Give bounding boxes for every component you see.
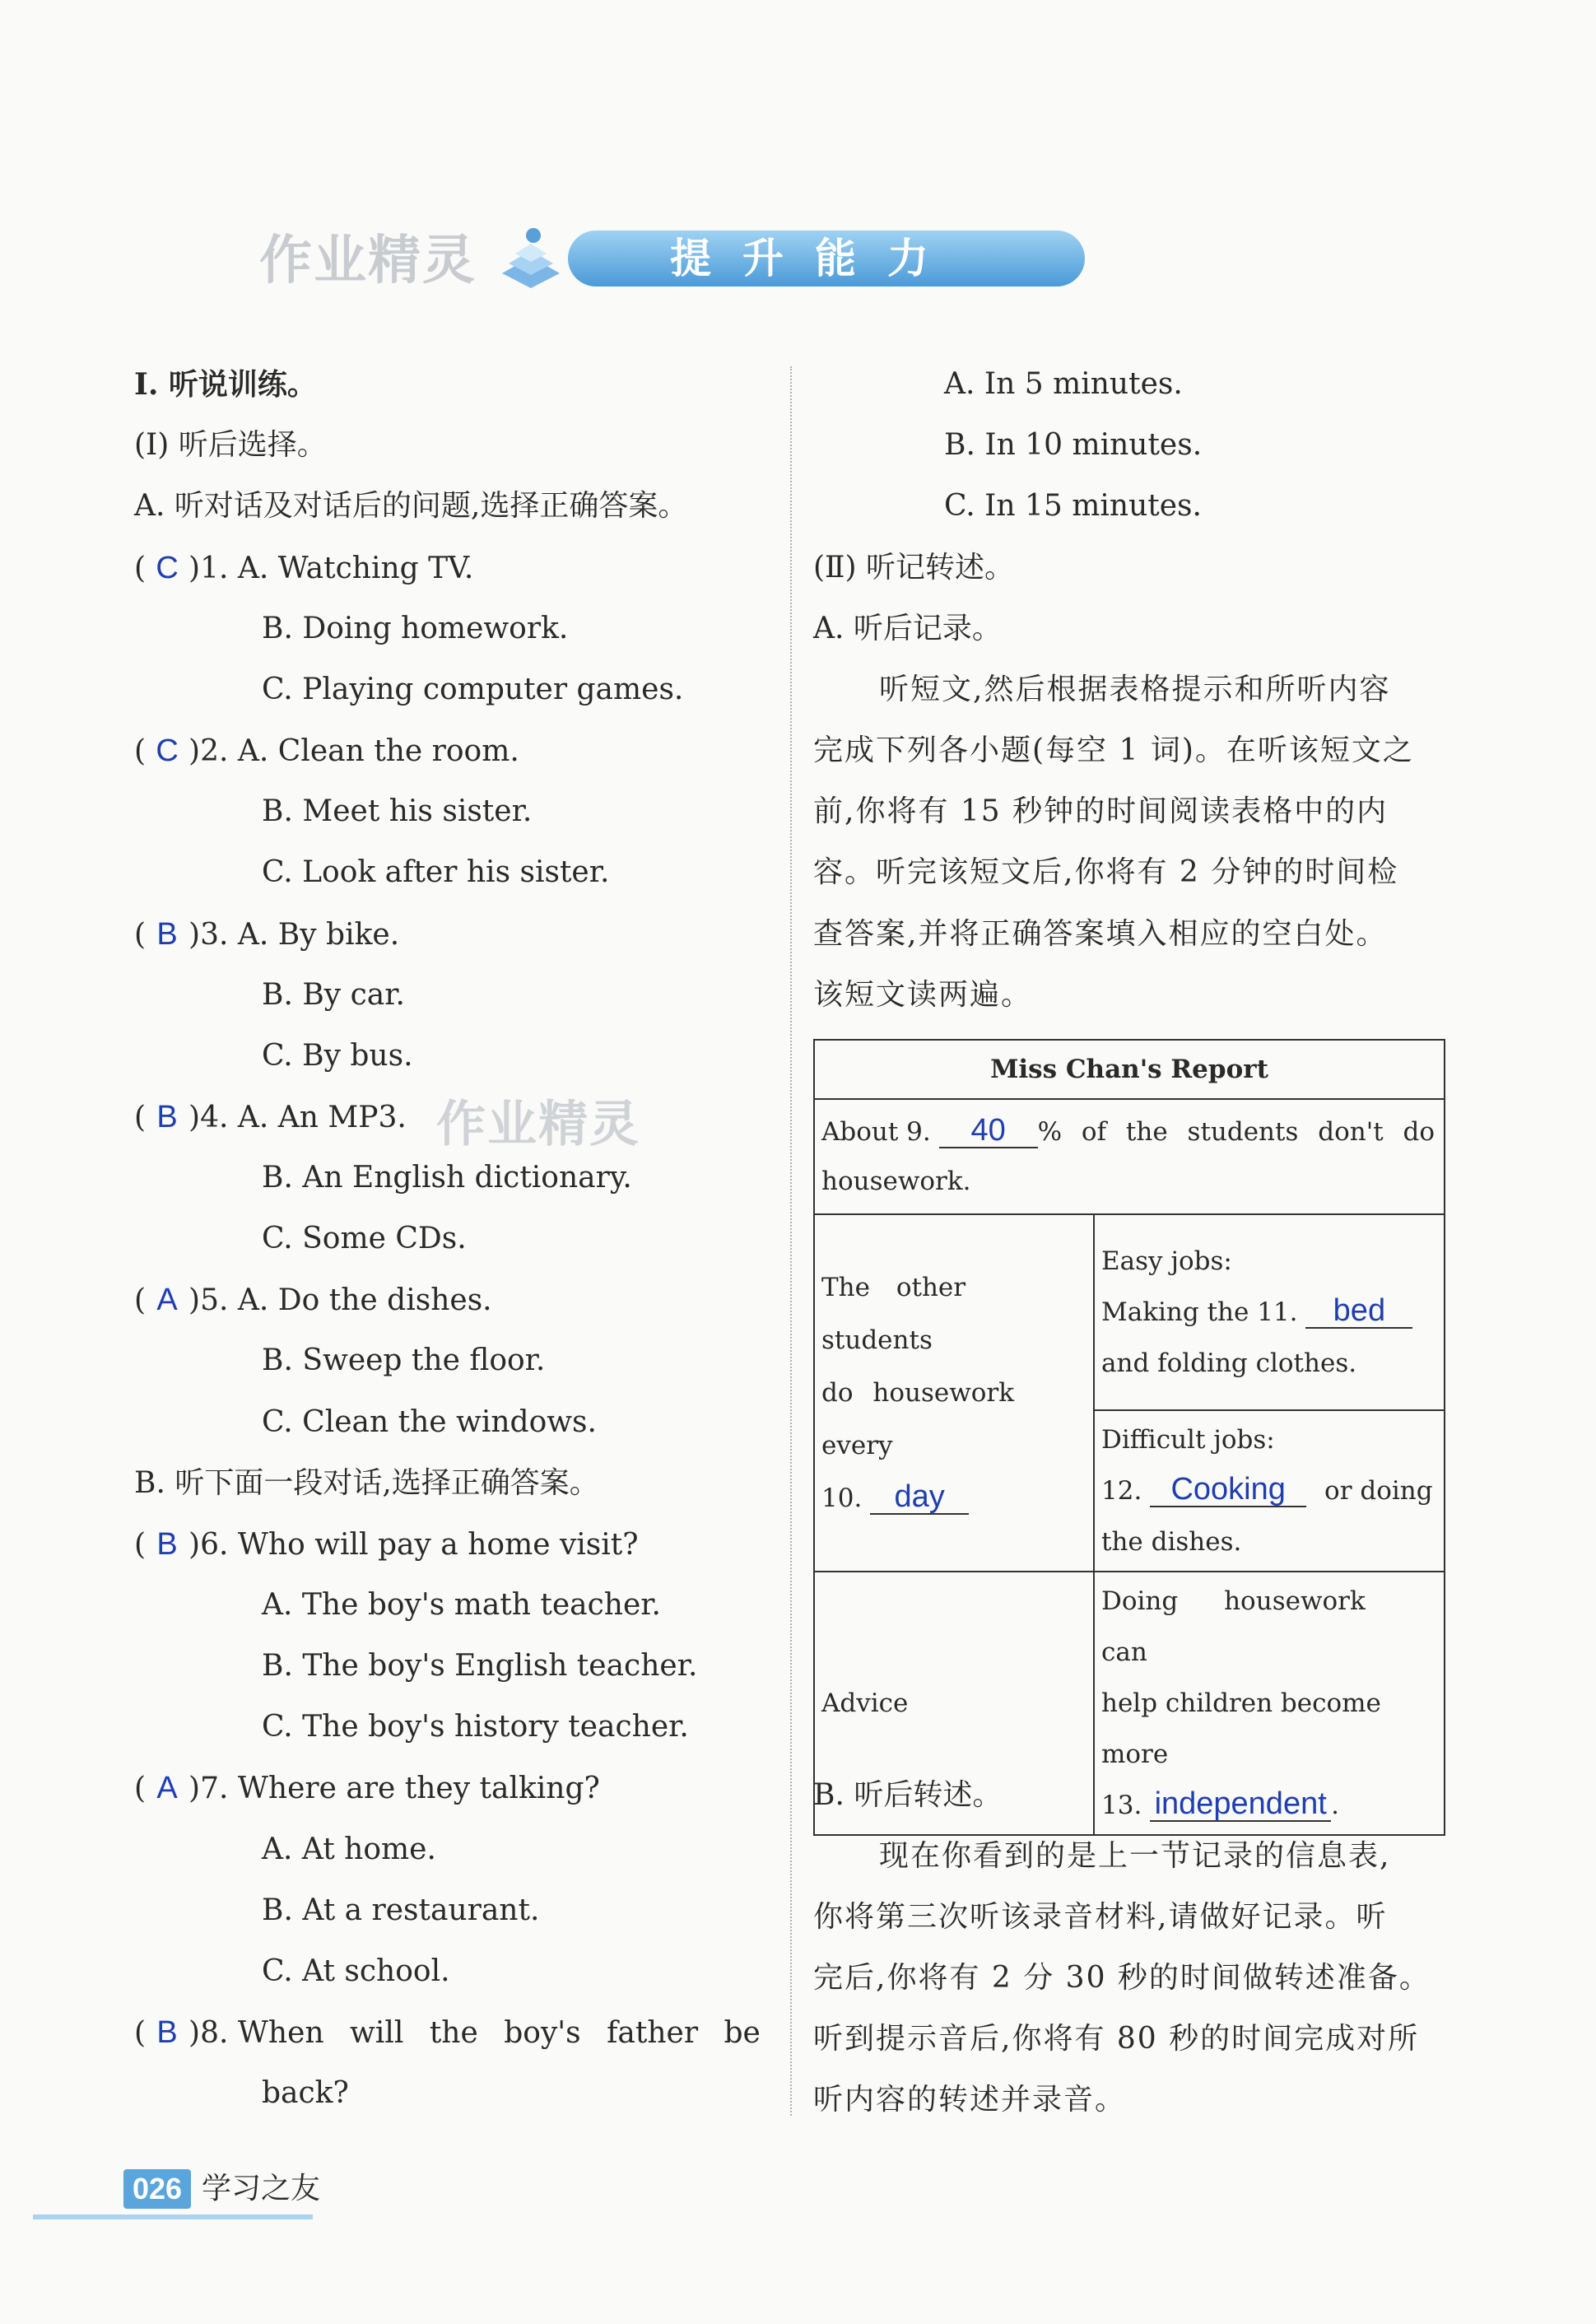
- footer-bar: [33, 2215, 313, 2219]
- option-a: A. The boy's math teacher.: [262, 1588, 661, 1622]
- question-text: When will the boy's father be: [237, 2016, 761, 2050]
- answer-3: B: [156, 917, 178, 952]
- option-b: B. At a restaurant.: [262, 1893, 540, 1927]
- instruction-line: 该短文读两遍。: [813, 978, 1033, 1012]
- cell-number: 10.: [821, 1483, 863, 1513]
- option-a: A. Watching TV.: [237, 552, 474, 585]
- cell-label: Easy jobs:: [1101, 1246, 1232, 1276]
- retell-line: 听到提示音后,你将有 80 秒的时间完成对所: [813, 2022, 1420, 2056]
- part-b-heading: B. 听后转述。: [813, 1778, 1003, 1812]
- retell-line: 完后,你将有 2 分 30 秒的时间做转述准备。: [813, 1961, 1431, 1995]
- answer-7: A: [156, 1771, 178, 1805]
- report-table: [813, 1039, 1445, 1836]
- question-1: ( C )1. A. Watching TV.: [134, 551, 474, 585]
- question-number: 4.: [200, 1101, 229, 1134]
- table-cell-advice: [1094, 1572, 1445, 1835]
- question-6: ( B )6. Who will pay a home visit?: [134, 1527, 639, 1562]
- cell-text: Making the 11.: [1101, 1297, 1298, 1327]
- option-b: B. An English dictionary.: [262, 1161, 632, 1195]
- cell-text: help children become more: [1101, 1688, 1381, 1769]
- option-b: B. By car.: [262, 978, 405, 1012]
- part-a-instruction: A. 听对话及对话后的问题,选择正确答案。: [134, 489, 688, 523]
- instruction-line: 完成下列各小题(每空 1 词)。在听该短文之: [813, 734, 1414, 767]
- cell-text: Doing housework can: [1101, 1586, 1366, 1667]
- part-b-instruction: B. 听下面一段对话,选择正确答案。: [134, 1466, 599, 1500]
- answer-13: independent: [1150, 1787, 1331, 1822]
- option-b: B. The boy's English teacher.: [262, 1649, 698, 1683]
- question-7: ( A )7. Where are they talking?: [134, 1771, 600, 1805]
- question-number: 6.: [200, 1528, 229, 1562]
- cell-text: The other students: [821, 1273, 966, 1355]
- question-2: ( C )2. A. Clean the room.: [134, 734, 519, 768]
- option-a: A. In 5 minutes.: [944, 367, 1183, 401]
- retell-line: 现在你看到的是上一节记录的信息表,: [879, 1839, 1391, 1873]
- answer-1: C: [156, 551, 179, 585]
- answer-11: bed: [1305, 1294, 1412, 1329]
- answer-8: B: [156, 2015, 178, 2050]
- answer-4: B: [156, 1100, 178, 1134]
- answer-10: day: [870, 1480, 969, 1515]
- retell-line: 听内容的转述并录音。: [813, 2083, 1127, 2117]
- watermark-logo: 作业精灵: [436, 1096, 640, 1153]
- table-cell-difficult-jobs: [1094, 1410, 1445, 1572]
- cell-text: do housework every: [821, 1378, 1015, 1460]
- option-c: C. Look after his sister.: [262, 855, 610, 889]
- question-text: Who will pay a home visit?: [237, 1528, 639, 1562]
- book-title: 学习之友: [202, 2172, 321, 2205]
- option-a: A. By bike.: [237, 918, 400, 952]
- question-number: 5.: [200, 1283, 229, 1317]
- option-b: B. In 10 minutes.: [944, 428, 1203, 462]
- option-c: C. In 15 minutes.: [944, 489, 1202, 523]
- option-c: C. By bus.: [262, 1039, 413, 1073]
- cell-punctuation: .: [1331, 1791, 1340, 1820]
- table-title: Miss Chan's Report: [814, 1040, 1445, 1099]
- question-number: 7.: [200, 1772, 229, 1805]
- instruction-line: 容。听完该短文后,你将有 2 分钟的时间检: [813, 855, 1399, 889]
- option-c: C. Some CDs.: [262, 1222, 467, 1255]
- answer-6: B: [156, 1527, 178, 1562]
- option-c: C. Playing computer games.: [262, 673, 684, 706]
- option-a: A. Clean the room.: [237, 734, 519, 768]
- instruction-line: 前,你将有 15 秒钟的时间阅读表格中的内: [813, 794, 1389, 828]
- option-c: C. Clean the windows.: [262, 1405, 597, 1439]
- row-text: % of the students don't do: [1037, 1117, 1435, 1147]
- question-4: ( B )4. A. An MP3.: [134, 1100, 407, 1134]
- instruction-line: 听短文,然后根据表格提示和所听内容: [879, 673, 1391, 706]
- row-label: About 9.: [821, 1117, 931, 1147]
- table-cell-easy-jobs: [1094, 1214, 1445, 1410]
- option-a: A. At home.: [262, 1833, 436, 1866]
- column-divider: [790, 366, 792, 2116]
- part-2-heading: (Ⅱ) 听记转述。: [813, 551, 1015, 584]
- section-heading: Ⅰ. 听说训练。: [134, 367, 317, 402]
- option-c: C. The boy's history teacher.: [262, 1710, 689, 1744]
- question-3: ( B )3. A. By bike.: [134, 917, 400, 952]
- watermark-logo: 作业精灵: [259, 231, 477, 291]
- question-number: 2.: [200, 734, 229, 768]
- cell-label: Difficult jobs:: [1101, 1425, 1275, 1455]
- row-text: housework.: [821, 1167, 971, 1196]
- option-a: A. An MP3.: [237, 1101, 407, 1134]
- table-cell-other-students: [814, 1214, 1094, 1572]
- cell-number: 13.: [1101, 1791, 1142, 1820]
- section-title: 提升能力: [670, 235, 960, 282]
- stairs-icon: [494, 224, 568, 290]
- cell-text: and folding clothes.: [1101, 1348, 1357, 1378]
- answer-9: 40: [939, 1114, 1038, 1148]
- option-b: B. Doing homework.: [262, 612, 569, 645]
- part-1-heading: (Ⅰ) 听后选择。: [134, 428, 327, 462]
- answer-12: Cooking: [1150, 1473, 1306, 1507]
- cell-text: the dishes.: [1101, 1527, 1242, 1557]
- question-text-continued: back?: [262, 2076, 349, 2110]
- option-c: C. At school.: [262, 1954, 450, 1988]
- option-b: B. Sweep the floor.: [262, 1344, 546, 1377]
- retell-line: 你将第三次听该录音材料,请做好记录。听: [813, 1900, 1388, 1934]
- option-a: A. Do the dishes.: [237, 1283, 492, 1317]
- question-number: 1.: [200, 552, 229, 585]
- option-b: B. Meet his sister.: [262, 794, 533, 828]
- question-number: 8.: [200, 2016, 229, 2050]
- table-row-percentage: [814, 1099, 1445, 1214]
- answer-2: C: [156, 734, 179, 768]
- page-number: 026: [123, 2169, 191, 2209]
- question-8: ( B )8. When will the boy's father be: [134, 2015, 761, 2050]
- question-number: 3.: [200, 918, 229, 952]
- answer-5: A: [156, 1283, 178, 1317]
- instruction-line: 查答案,并将正确答案填入相应的空白处。: [813, 917, 1388, 951]
- table-cell-advice-label: Advice: [814, 1572, 1094, 1835]
- question-5: ( A )5. A. Do the dishes.: [134, 1283, 492, 1317]
- part-a-heading: A. 听后记录。: [813, 612, 1002, 645]
- cell-number: 12.: [1101, 1476, 1142, 1506]
- cell-text: or doing: [1324, 1476, 1433, 1506]
- question-text: Where are they talking?: [237, 1772, 600, 1805]
